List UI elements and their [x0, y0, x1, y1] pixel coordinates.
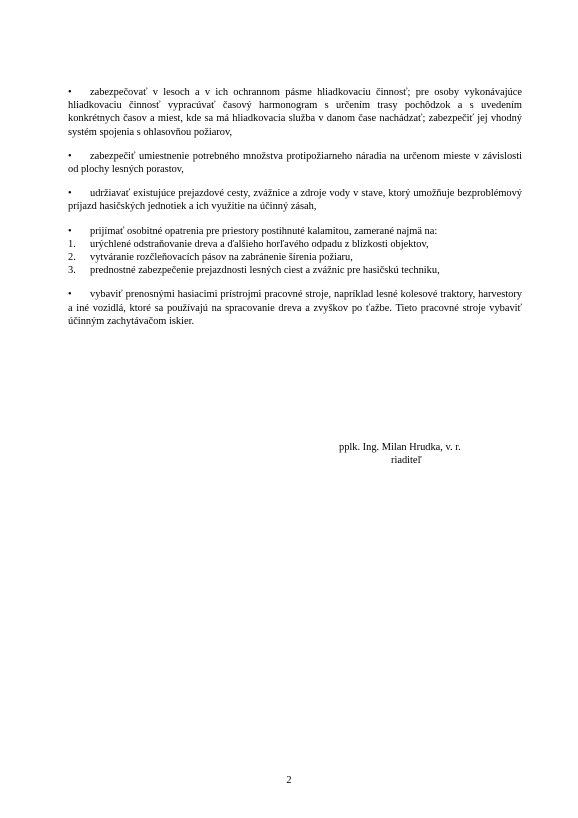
bullet-paragraph-text: vybaviť prenosnými hasiacimi prístrojmi pracovné stroje, napríklad lesné kolesové traktory, harvestory a iné vozidlá, ktoré sa používajú na spracovanie dreva a zvyškov po ťažbe. Tieto pracovné stroje vybaviť účinným zachytávačom iskier. — [68, 289, 522, 327]
signature-block — [339, 441, 509, 467]
page-number: 2 — [286, 775, 292, 786]
numbered-list-item — [68, 251, 522, 264]
bullet-paragraph-text: udržiavať existujúce prejazdové cesty, zvážnice a zdroje vody v stave, ktorý umožňuje bezproblémový príjazd hasičských jednotiek a ich využitie na účinný zásah, — [68, 188, 522, 213]
bullet-paragraph-text: zabezpečovať v lesoch a v ich ochrannom pásme hliadkovaciu činnosť; pre osoby vykonávajúce hliadkovaciu činnosť vypracúvať časový harmonogram s určením trasy pochôdzok a s uvedením konkrétnych časov a miest, kde sa má hliadkovacia služba v danom čase nachádzať; zabezpečiť jej vhodný systém spojenia s ohlasovňou požiarov, — [68, 87, 522, 138]
bullet-paragraph-4 — [68, 225, 522, 238]
signature-title: riaditeľ — [391, 455, 422, 467]
bullet-icon: • — [68, 289, 72, 301]
bullet-icon: • — [68, 150, 72, 162]
document-body — [68, 86, 522, 339]
numbered-list — [68, 238, 522, 278]
numbered-list-item — [68, 238, 522, 251]
bullet-paragraph-text: prijímať osobitné opatrenia pre priestory postihnuté kalamitou, zamerané najmä na: — [90, 225, 438, 237]
bullet-paragraph-text: zabezpečiť umiestnenie potrebného množstva protipožiarneho náradia na určenom mieste v závislosti od plochy lesných porastov, — [68, 150, 522, 176]
numbered-list-text: prednostné zabezpečenie prejazdnosti lesných ciest a zvážnic pre hasičskú techniku, — [90, 265, 440, 277]
spacer — [68, 277, 522, 288]
bullet-icon: • — [68, 225, 72, 237]
numbered-list-item — [68, 264, 522, 277]
bullet-paragraph-2 — [68, 150, 522, 176]
numbered-list-label: 2. — [68, 252, 76, 264]
numbered-list-label: 1. — [68, 238, 76, 250]
numbered-list-text: urýchlené odstraňovanie dreva a ďalšieho horľavého odpadu z blízkosti objektov, — [90, 238, 429, 250]
bullet-paragraph-5 — [68, 288, 522, 328]
bullet-icon: • — [68, 87, 72, 98]
bullet-paragraph-1 — [68, 86, 522, 139]
bullet-icon: • — [68, 188, 72, 200]
numbered-list-text: vytváranie rozčleňovacích pásov na zabránenie šírenia požiaru, — [90, 252, 353, 264]
signature-name: pplk. Ing. Milan Hrudka, v. r. — [339, 442, 461, 453]
numbered-list-label: 3. — [68, 265, 76, 277]
bullet-paragraph-3 — [68, 187, 522, 213]
